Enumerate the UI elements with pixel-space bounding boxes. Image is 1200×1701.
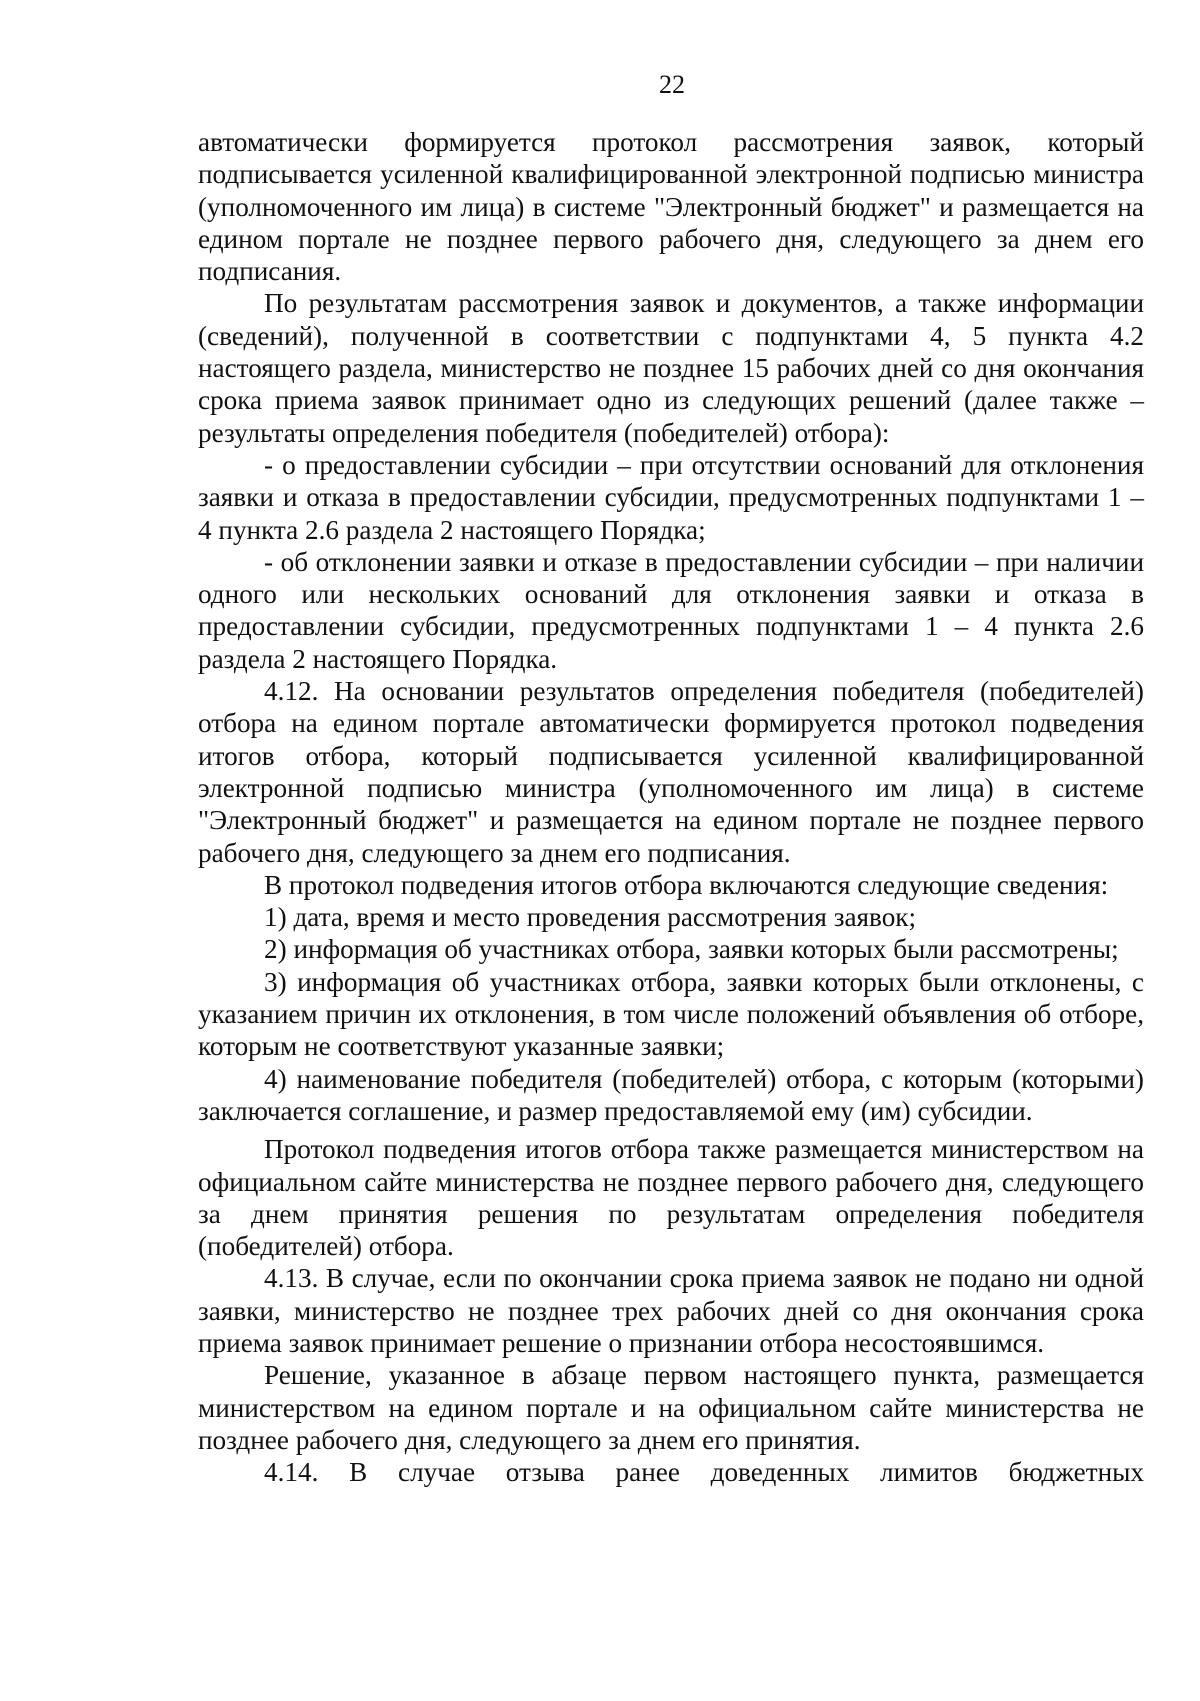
list-item-1: 1) дата, время и место проведения рассмотрения заявок; bbox=[264, 902, 917, 933]
paragraph-protocol-publication: Протокол подведения итогов отбора также размещается министерством на официальном сайте министерства не позднее первого рабочего дня, следующего за днем принятия решения по результатам определения победителя (победителей) отбора. bbox=[198, 1134, 1144, 1262]
list-item-3: 3) информация об участниках отбора, заявки которых были отклонены, с указанием причин их отклонения, в том числе положений объявления об отборе, которым не соответствуют указанные заявки; bbox=[198, 966, 1144, 1062]
page-number: 22 bbox=[659, 70, 685, 99]
paragraph-4-12: 4.12. На основании результатов определения победителя (победителей) отбора на едином портале автоматически формируется протокол подведения итогов отбора, который подписывается усиленной квалифицированной электронной подписью министра (уполномоченного им лица) в системе "Электронный бюджет" и размещается на едином портале не позднее первого рабочего дня, следующего за днем его подписания. bbox=[198, 676, 1144, 868]
paragraph-protocol-contents: В протокол подведения итогов отбора включаются следующие сведения: bbox=[264, 869, 1109, 900]
paragraph-protocol-continuation: автоматически формируется протокол рассмотрения заявок, который подписывается усиленной квалифицированной электронной подписью министра (уполномоченного им лица) в системе "Электронный бюджет" и размещается на едином портале не позднее первого рабочего дня, следующего за днем его подписания. bbox=[198, 127, 1144, 287]
list-item-rejection-decision: - об отклонении заявки и отказе в предоставлении субсидии – при наличии одного или нескольких оснований для отклонения заявки и отказа в предоставлении субсидии, предусмотренных подпунктами 1 – 4 пункта 2.6 раздела 2 настоящего Порядка. bbox=[198, 546, 1144, 674]
paragraph-4-13: 4.13. В случае, если по окончании срока приема заявок не подано ни одной заявки, министерство не позднее трех рабочих дней со дня окончания срока приема заявок принимает решение о признании отбора несостоявшимся. bbox=[198, 1263, 1144, 1358]
paragraph-review-results: По результатам рассмотрения заявок и документов, а также информации (сведений), полученной в соответствии с подпунктами 4, 5 пункта 4.2 настоящего раздела, министерство не позднее 15 рабочих дней со дня окончания срока приема заявок принимает одно из следующих решений (далее также – результаты определения победителя (победителей) отбора): bbox=[198, 288, 1144, 448]
document-body bbox=[198, 126, 1144, 1488]
paragraph-4-14: 4.14. В случае отзыва ранее доведенных лимитов бюджетных bbox=[264, 1457, 1144, 1488]
list-item-2: 2) информация об участниках отбора, заявки которых были рассмотрены; bbox=[264, 934, 1119, 965]
list-item-grant-decision: - о предоставлении субсидии – при отсутствии оснований для отклонения заявки и отказа в предоставлении субсидии, предусмотренных подпунктами 1 – 4 пункта 2.6 раздела 2 настоящего Порядка; bbox=[198, 449, 1144, 545]
paragraph-decision-publication: Решение, указанное в абзаце первом настоящего пункта, размещается министерством на едином портале и на официальном сайте министерства не позднее рабочего дня, следующего за днем его принятия. bbox=[198, 1360, 1144, 1455]
list-item-4: 4) наименование победителя (победителей) отбора, с которым (которыми) заключается соглашение, и размер предоставляемой ему (им) субсидии. bbox=[198, 1063, 1144, 1126]
